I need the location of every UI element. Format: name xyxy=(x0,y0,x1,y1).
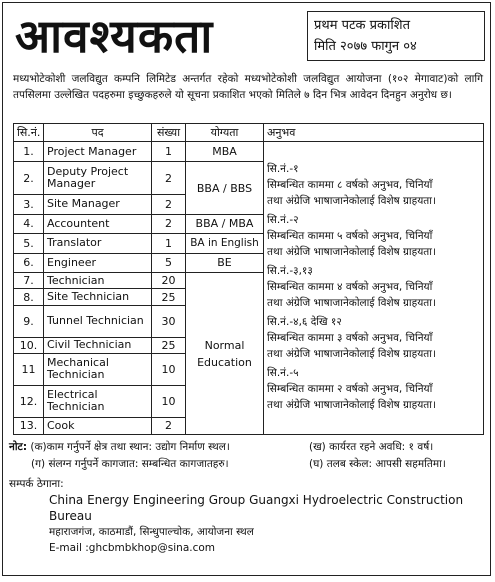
note-a: (क)काम गर्नुपर्ने क्षेत्र तथा स्थान: उद्योग निर्माण स्थल। xyxy=(30,441,230,453)
experience-text: सिम्बन्धित काममा २ वर्षको अनुभव, चिनियाँ xyxy=(267,382,433,395)
row-post: Accountent xyxy=(44,214,152,233)
row-post: Civil Technician xyxy=(44,337,152,353)
row-post: Deputy Project Manager xyxy=(44,162,152,195)
row-qty: 10 xyxy=(152,354,186,386)
row-qty: 2 xyxy=(152,162,186,195)
row-sn: 9. xyxy=(14,305,44,337)
experience-text: तथा अंग्रेजि भाषाजानेकोलाई विशेष ग्राहयता। xyxy=(267,398,436,411)
experience-text: तथा अंग्रेजि भाषाजानेकोलाई विशेष ग्राहयता। xyxy=(267,347,436,360)
qual-mba: MBA xyxy=(186,142,264,162)
qual-normal-education: Normal Education xyxy=(186,273,264,435)
experience-text: सिम्बन्धित काममा ३ वर्षको अनुभव, चिनियाँ xyxy=(267,331,433,344)
note-d: (घ) तलब स्केल: आपसी सहमतिमा। xyxy=(309,458,446,470)
qual-be: BE xyxy=(186,253,264,272)
row-sn: 2. xyxy=(14,162,44,195)
header-exp: अनुभव xyxy=(264,124,484,142)
row-sn: 12. xyxy=(14,385,44,417)
experience-block-5 xyxy=(267,365,480,413)
experience-text: तथा अंग्रेजि भाषाजानेकोलाई विशेष ग्राहयता। xyxy=(267,245,436,258)
row-qty: 2 xyxy=(152,417,186,435)
row-qty: 10 xyxy=(152,385,186,417)
company-name: China Energy Engineering Group Guangxi Hydroelectric Construction Bureau xyxy=(49,493,464,523)
row-qty: 20 xyxy=(152,273,186,289)
row-post: Cook xyxy=(44,417,152,435)
qual-bba-mba: BBA / MBA xyxy=(186,214,264,233)
row-qty: 25 xyxy=(152,289,186,305)
row-qty: 30 xyxy=(152,305,186,337)
publication-notice xyxy=(307,11,485,61)
row-qty: 1 xyxy=(152,142,186,162)
row-sn: 6. xyxy=(14,253,44,272)
experience-block-3 xyxy=(267,263,480,311)
row-sn: 5. xyxy=(14,234,44,253)
row-sn: 3. xyxy=(14,195,44,214)
experience-text: सिम्बन्धित काममा ८ वर्षको अनुभव, चिनियाँ xyxy=(267,178,433,191)
row-post: Site Technician xyxy=(44,289,152,305)
experience-text: तथा अंग्रेजि भाषाजानेकोलाई विशेष ग्राहयता। xyxy=(267,194,436,207)
contact-address: महाराजगंज, काठमाडौं, सिन्धुपाल्चोक, आयोजना स्थल xyxy=(49,526,254,538)
row-post: Tunnel Technician xyxy=(44,305,152,337)
row-post: Site Manager xyxy=(44,195,152,214)
contact-label: सम्पर्क ठेगाना: xyxy=(9,478,64,490)
header-qty: संख्या xyxy=(152,124,186,142)
note-c: (ग) संलग्न गर्नुपर्ने कागजात: सम्बन्धित कागजातहरु। xyxy=(31,458,229,470)
note-b: (ख) कार्यरत रहने अवधि: १ वर्ष। xyxy=(309,441,434,453)
header xyxy=(11,9,487,69)
row-qty: 5 xyxy=(152,253,186,272)
notes xyxy=(9,439,487,473)
notes-row-2 xyxy=(9,456,487,473)
notes-row-1 xyxy=(9,439,487,456)
page-title: आवश्यकता xyxy=(15,9,214,63)
row-post: Technician xyxy=(44,273,152,289)
experience-cell xyxy=(264,142,484,435)
table-row xyxy=(14,142,484,162)
vacancy-table xyxy=(13,123,484,435)
header-post: पद xyxy=(44,124,152,142)
row-post: Project Manager xyxy=(44,142,152,162)
publication-line-1: प्रथम पटक प्रकाशित xyxy=(314,18,411,33)
row-qty: 25 xyxy=(152,337,186,353)
experience-block-2 xyxy=(267,212,480,260)
experience-ref: सि.नं.-५ xyxy=(267,366,299,379)
row-post: Translator xyxy=(44,234,152,253)
contact-section xyxy=(9,476,487,556)
job-advertisement xyxy=(2,2,491,576)
row-sn: 10. xyxy=(14,337,44,353)
experience-text: सिम्बन्धित काममा ४ वर्षको अनुभव, चिनियाँ xyxy=(267,280,433,293)
row-post: Engineer xyxy=(44,253,152,272)
notes-lead: नोट: xyxy=(9,441,28,453)
row-qty: 2 xyxy=(152,214,186,233)
experience-ref: सि.नं.-२ xyxy=(267,213,299,226)
contact-email: E-mail :ghcbmbkhop@sina.com xyxy=(49,542,216,554)
qual-bba-bbs: BBA / BBS xyxy=(186,162,264,214)
experience-text: सिम्बन्धित काममा ५ वर्षको अनुभव, चिनियाँ xyxy=(267,229,433,242)
row-qty: 1 xyxy=(152,234,186,253)
experience-block-1 xyxy=(267,161,480,209)
row-qty: 2 xyxy=(152,195,186,214)
experience-ref: सि.नं.-१ xyxy=(267,162,299,175)
header-qual: योग्यता xyxy=(186,124,264,142)
experience-block-4 xyxy=(267,314,480,362)
qual-ba-english: BA in English xyxy=(186,234,264,253)
publication-date: मिति २०७७ फागुन ०४ xyxy=(314,39,417,54)
row-sn: 1. xyxy=(14,142,44,162)
row-sn: 11 xyxy=(14,354,44,386)
experience-ref: सि.नं.-३,१३ xyxy=(267,264,313,277)
intro-paragraph: मध्यभोटेकोशी जलविद्युत कम्पनि लिमिटेड अन्तर्गत रहेको मध्यभोटेकोशी जलविद्युत आयोजना (१०२ मेगावाट)को लागि तपसिलमा उल्लेखित पदहरुमा इच्छुकहरुले यो सूचना प्रकाशित भएको मितिले ७ दिन भित्र आवेदन दिनहुन अनुरोध छ। xyxy=(13,73,483,101)
header-sn: सि.नं. xyxy=(14,124,44,142)
row-sn: 4. xyxy=(14,214,44,233)
experience-ref: सि.नं.-४,६ देखि १२ xyxy=(267,315,342,328)
row-sn: 8. xyxy=(14,289,44,305)
row-post: Electrical Technician xyxy=(44,385,152,417)
table-header-row xyxy=(14,124,484,142)
row-sn: 7. xyxy=(14,273,44,289)
row-post: Mechanical Technician xyxy=(44,354,152,386)
experience-text: तथा अंग्रेजि भाषाजानेकोलाई विशेष ग्राहयता। xyxy=(267,296,436,309)
row-sn: 13. xyxy=(14,417,44,435)
